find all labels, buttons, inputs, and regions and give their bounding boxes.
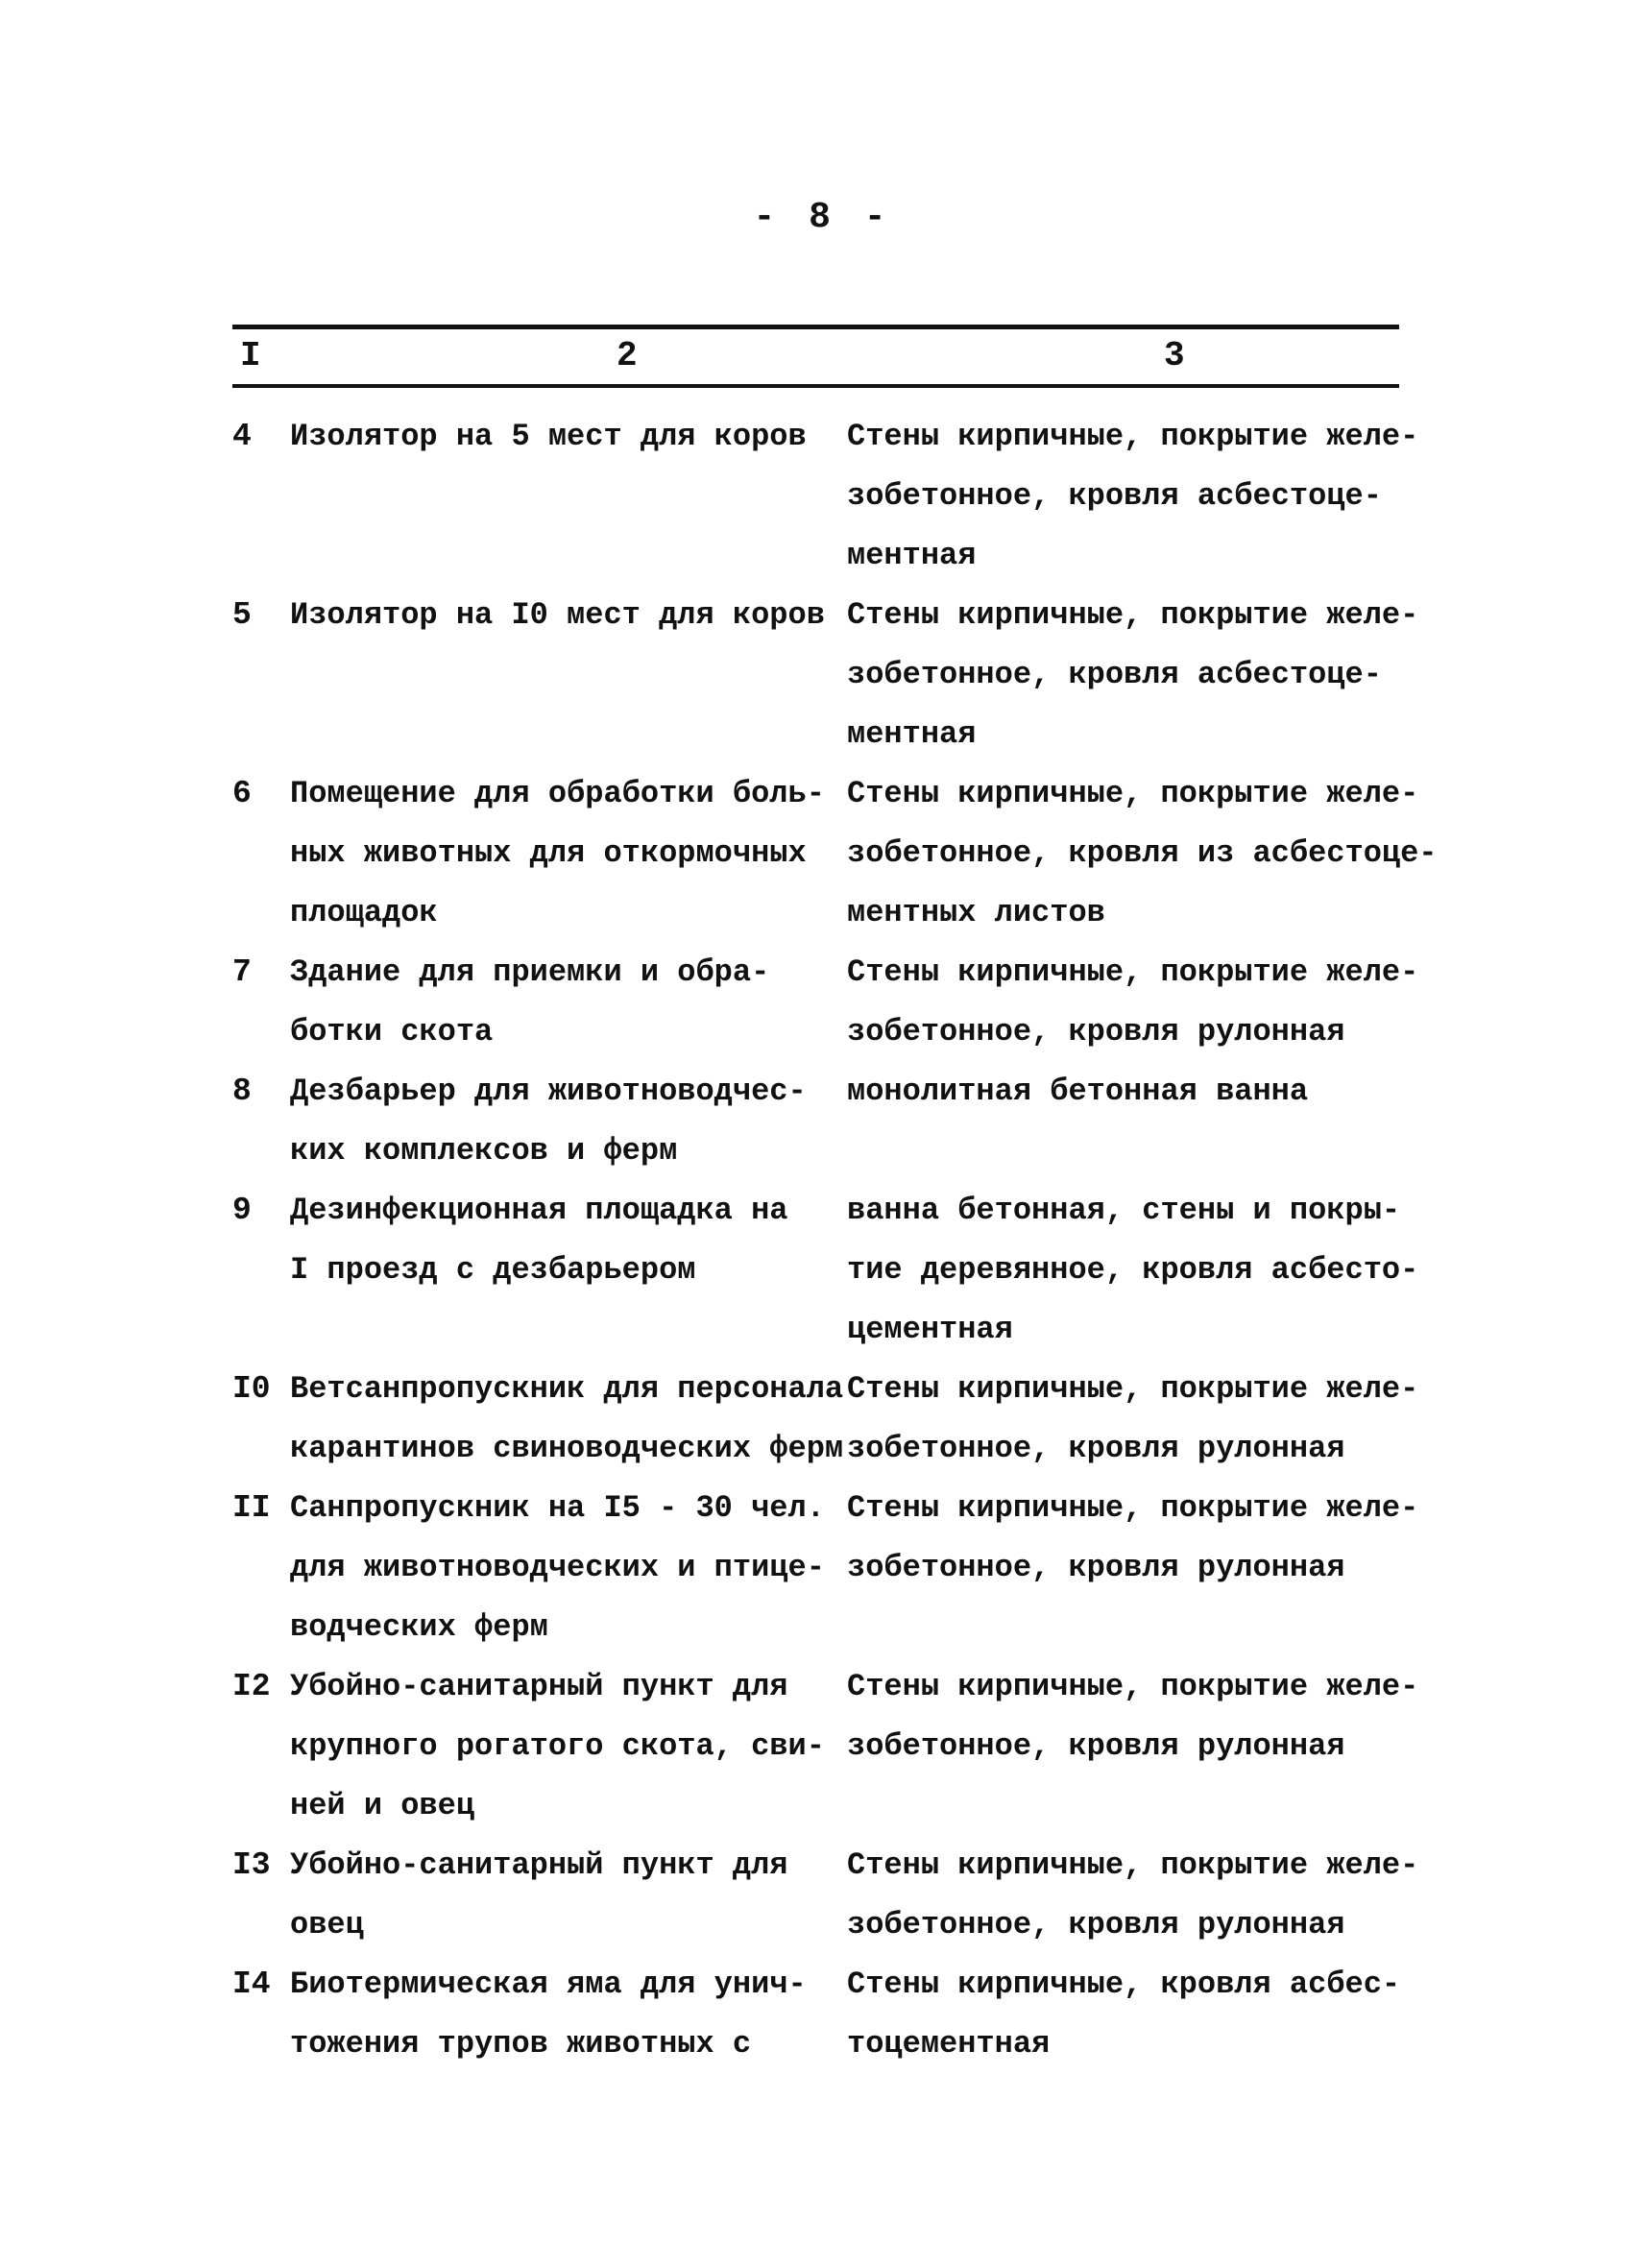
row-name bbox=[290, 1955, 847, 2074]
row-description-line: цементная bbox=[847, 1312, 1013, 1347]
row-name-line: площадок bbox=[290, 895, 438, 930]
table-row bbox=[232, 1955, 1442, 2074]
row-name-line: Изолятор на 5 мест для коров bbox=[290, 419, 807, 454]
table-row bbox=[232, 1657, 1442, 1836]
table-row bbox=[232, 1181, 1442, 1360]
row-name-line: Санпропускник на I5 - 30 чел. bbox=[290, 1490, 825, 1526]
row-name bbox=[290, 764, 847, 943]
row-description-line: зобетонное, кровля асбестоце- bbox=[847, 478, 1382, 514]
table-row bbox=[232, 586, 1442, 764]
row-number: I4 bbox=[232, 1966, 271, 2002]
row-number: II bbox=[232, 1490, 271, 1526]
row-description-line: ментных листов bbox=[847, 895, 1105, 930]
row-name bbox=[290, 1836, 847, 1955]
row-name bbox=[290, 586, 847, 645]
row-description-line: Стены кирпичные, покрытие желе- bbox=[847, 419, 1419, 454]
row-name bbox=[290, 1657, 847, 1836]
row-description-line: Стены кирпичные, покрытие желе- bbox=[847, 1847, 1419, 1883]
table-row bbox=[232, 407, 1442, 586]
row-description bbox=[847, 1062, 1442, 1122]
row-name-line: водческих ферм bbox=[290, 1609, 548, 1645]
row-name-line: Ветсанпропускник для персонала bbox=[290, 1371, 844, 1407]
row-description-line: Стены кирпичные, покрытие желе- bbox=[847, 1669, 1419, 1704]
row-description-line: зобетонное, кровля рулонная bbox=[847, 1014, 1345, 1050]
row-description-line: зобетонное, кровля рулонная bbox=[847, 1907, 1345, 1942]
row-description-line: зобетонное, кровля рулонная bbox=[847, 1431, 1345, 1466]
row-name-line: Убойно-санитарный пункт для bbox=[290, 1669, 788, 1704]
row-description-line: тие деревянное, кровля асбесто- bbox=[847, 1252, 1419, 1288]
page-number: - 8 - bbox=[753, 197, 892, 238]
row-description-line: ментная bbox=[847, 716, 977, 752]
row-description bbox=[847, 1836, 1442, 1955]
row-name-line: ней и овец bbox=[290, 1788, 475, 1823]
row-description bbox=[847, 943, 1442, 1062]
row-number: 8 bbox=[232, 1074, 252, 1109]
row-description-line: Стены кирпичные, покрытие желе- bbox=[847, 1490, 1419, 1526]
row-number: 4 bbox=[232, 419, 252, 454]
table-row bbox=[232, 1062, 1442, 1181]
column-header-1: I bbox=[240, 336, 261, 375]
table-row bbox=[232, 1836, 1442, 1955]
row-description-line: ментная bbox=[847, 538, 977, 573]
row-name-line: Здание для приемки и обра- bbox=[290, 954, 770, 990]
row-description-line: зобетонное, кровля рулонная bbox=[847, 1550, 1345, 1585]
row-name bbox=[290, 943, 847, 1062]
row-description-line: Стены кирпичные, покрытие желе- bbox=[847, 954, 1419, 990]
row-number: I2 bbox=[232, 1669, 271, 1704]
row-name-line: Дезинфекционная площадка на bbox=[290, 1193, 788, 1228]
row-name-line: для животноводческих и птице- bbox=[290, 1550, 825, 1585]
row-name-line: крупного рогатого скота, сви- bbox=[290, 1728, 825, 1764]
row-description-line: Стены кирпичные, покрытие желе- bbox=[847, 597, 1419, 633]
row-name-line: I проезд с дезбарьером bbox=[290, 1252, 696, 1288]
table-row bbox=[232, 1479, 1442, 1657]
row-name-line: Дезбарьер для животноводчес- bbox=[290, 1074, 807, 1109]
row-description-line: Стены кирпичные, покрытие желе- bbox=[847, 1371, 1419, 1407]
table-row bbox=[232, 943, 1442, 1062]
row-number: I3 bbox=[232, 1847, 271, 1883]
row-name bbox=[290, 1181, 847, 1300]
row-name bbox=[290, 1062, 847, 1181]
row-description-line: Стены кирпичные, кровля асбес- bbox=[847, 1966, 1401, 2002]
row-name bbox=[290, 407, 847, 467]
row-description-line: зобетонное, кровля рулонная bbox=[847, 1728, 1345, 1764]
row-name-line: Биотермическая яма для унич- bbox=[290, 1966, 807, 2002]
row-description-line: монолитная бетонная ванна bbox=[847, 1074, 1309, 1109]
row-description-line: Стены кирпичные, покрытие желе- bbox=[847, 776, 1419, 811]
row-description bbox=[847, 764, 1442, 943]
row-name-line: тожения трупов животных с bbox=[290, 2026, 752, 2062]
row-number: I0 bbox=[232, 1371, 271, 1407]
row-name-line: карантинов свиноводческих ферм bbox=[290, 1431, 844, 1466]
row-description bbox=[847, 1479, 1442, 1598]
row-description bbox=[847, 1955, 1442, 2074]
column-header-3: 3 bbox=[1164, 336, 1185, 375]
row-name-line: овец bbox=[290, 1907, 364, 1942]
row-name-line: Помещение для обработки боль- bbox=[290, 776, 825, 811]
row-name-line: ных животных для откормочных bbox=[290, 835, 807, 871]
row-description-line: зобетонное, кровля из асбестоце- bbox=[847, 835, 1438, 871]
column-header-2: 2 bbox=[617, 336, 638, 375]
row-number: 9 bbox=[232, 1193, 252, 1228]
row-description bbox=[847, 1181, 1442, 1360]
row-number: 6 bbox=[232, 776, 252, 811]
row-description bbox=[847, 1360, 1442, 1479]
table-header-row bbox=[232, 332, 1399, 380]
row-number: 7 bbox=[232, 954, 252, 990]
row-name bbox=[290, 1479, 847, 1657]
row-description-line: ванна бетонная, стены и покры- bbox=[847, 1193, 1401, 1228]
row-description-line: зобетонное, кровля асбестоце- bbox=[847, 657, 1382, 692]
table-row bbox=[232, 764, 1442, 943]
table-top-rule bbox=[232, 325, 1399, 329]
row-number: 5 bbox=[232, 597, 252, 633]
row-description bbox=[847, 1657, 1442, 1776]
table-header-rule bbox=[232, 384, 1399, 388]
row-name-line: Убойно-санитарный пункт для bbox=[290, 1847, 788, 1883]
table-body bbox=[232, 407, 1442, 2074]
table-row bbox=[232, 1360, 1442, 1479]
row-name-line: ких комплексов и ферм bbox=[290, 1133, 678, 1169]
row-description-line: тоцементная bbox=[847, 2026, 1051, 2062]
row-description bbox=[847, 407, 1442, 586]
row-name bbox=[290, 1360, 847, 1479]
row-name-line: Изолятор на I0 мест для коров bbox=[290, 597, 825, 633]
row-name-line: ботки скота bbox=[290, 1014, 494, 1050]
row-description bbox=[847, 586, 1442, 764]
